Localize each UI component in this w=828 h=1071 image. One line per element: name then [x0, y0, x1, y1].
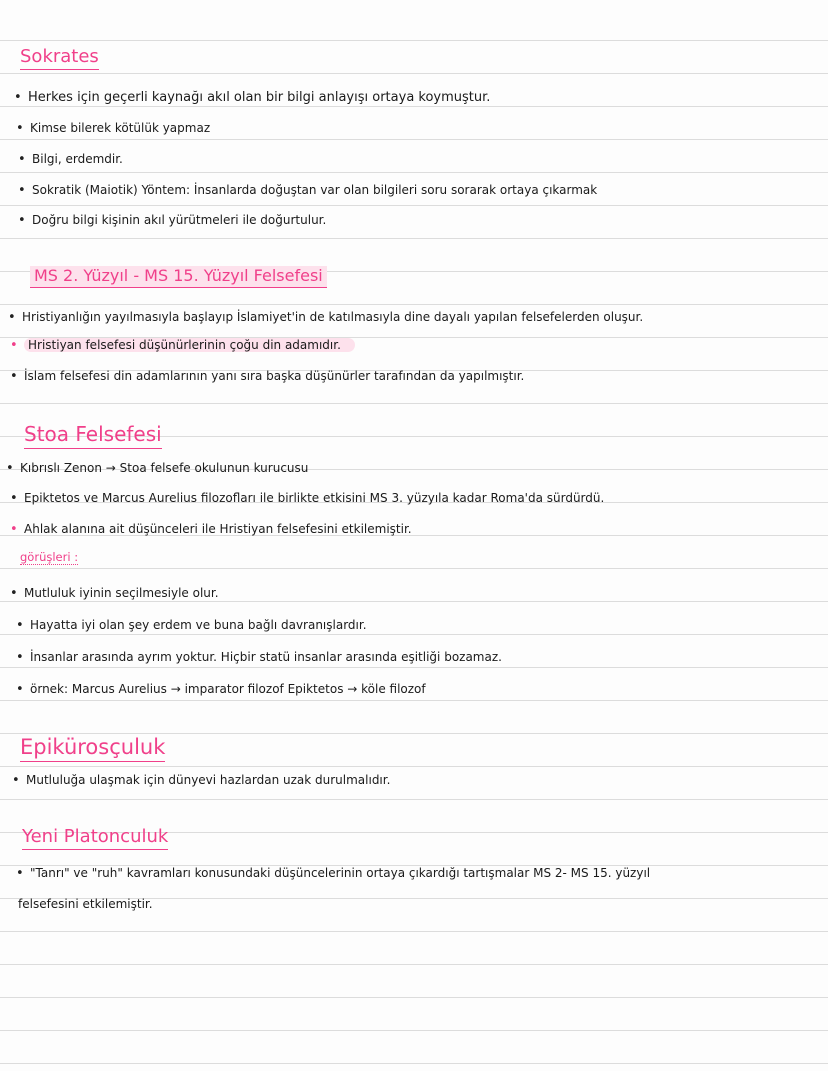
bullet-icon: •	[16, 682, 24, 697]
bullet-icon: •	[10, 586, 18, 601]
bullet-icon: •	[16, 866, 24, 881]
list-item: • Hayatta iyi olan şey erdem ve buna bağlı davranışlardır.	[16, 618, 367, 633]
list-item: • Ahlak alanına ait düşünceleri ile Hristiyan felsefesini etkilemiştir.	[10, 522, 412, 537]
bullet-icon: •	[10, 522, 18, 537]
list-item: • Bilgi, erdemdir.	[18, 152, 123, 167]
bullet-icon: •	[18, 152, 26, 167]
list-item: • Kıbrıslı Zenon → Stoa felsefe okulunun kurucusu	[6, 461, 309, 476]
section-title-ms2-ms15: MS 2. Yüzyıl - MS 15. Yüzyıl Felsefesi	[30, 266, 327, 288]
list-item: • Herkes için geçerli kaynağı akıl olan bir bilgi anlayışı ortaya koymuştur.	[14, 90, 491, 105]
subheading-gorusleri: görüşleri :	[20, 550, 79, 564]
list-item: • Epiktetos ve Marcus Aurelius filozofları ile birlikte etkisini MS 3. yüzyıla kadar Roma'da sürdürdü.	[10, 491, 605, 506]
section-title-sokrates: Sokrates	[20, 46, 99, 70]
bullet-icon: •	[8, 310, 16, 325]
list-item: • İnsanlar arasında ayrım yoktur. Hiçbir statü insanlar arasında eşitliği bozamaz.	[16, 650, 502, 665]
bullet-icon: •	[18, 213, 26, 228]
bullet-icon: •	[6, 461, 14, 476]
bullet-icon: •	[10, 338, 18, 353]
section-title-stoa: Stoa Felsefesi	[24, 422, 162, 449]
list-item: • Doğru bilgi kişinin akıl yürütmeleri ile doğurtulur.	[18, 213, 327, 228]
list-item: • Hristiyan felsefesi düşünürlerinin çoğu din adamıdır.	[24, 338, 355, 352]
bullet-icon: •	[10, 491, 18, 506]
bullet-icon: •	[10, 369, 18, 384]
bullet-icon: •	[14, 90, 22, 105]
bullet-icon: •	[16, 618, 24, 633]
list-item: • Sokratik (Maiotik) Yöntem: İnsanlarda doğuştan var olan bilgileri soru sorarak ortaya çıkarmak	[18, 183, 598, 198]
bullet-icon: •	[18, 183, 26, 198]
list-item: • İslam felsefesi din adamlarının yanı sıra başka düşünürler tarafından da yapılmıştır.	[10, 369, 525, 384]
list-item: • örnek: Marcus Aurelius → imparator filozof Epiktetos → köle filozof	[16, 682, 426, 697]
list-item-continuation: felsefesini etkilemiştir.	[18, 897, 153, 911]
section-title-yeni-platonculuk: Yeni Platonculuk	[22, 826, 168, 850]
list-item: • Hristiyanlığın yayılmasıyla başlayıp İslamiyet'in de katılmasıyla dine dayalı yapılan felsefelerden oluşur.	[8, 310, 644, 325]
bullet-icon: •	[12, 773, 20, 788]
list-item: • Mutluluğa ulaşmak için dünyevi hazlardan uzak durulmalıdır.	[12, 773, 391, 788]
bullet-icon: •	[16, 650, 24, 665]
list-item: • Kimse bilerek kötülük yapmaz	[16, 121, 211, 136]
bullet-icon: •	[16, 121, 24, 136]
list-item: • "Tanrı" ve "ruh" kavramları konusundaki düşüncelerinin ortaya çıkardığı tartışmalar MS 2- MS 15. yüzyıl	[16, 866, 651, 881]
section-title-epikurosculuk: Epikürosçuluk	[20, 735, 165, 762]
list-item: • Mutluluk iyinin seçilmesiyle olur.	[10, 586, 219, 601]
